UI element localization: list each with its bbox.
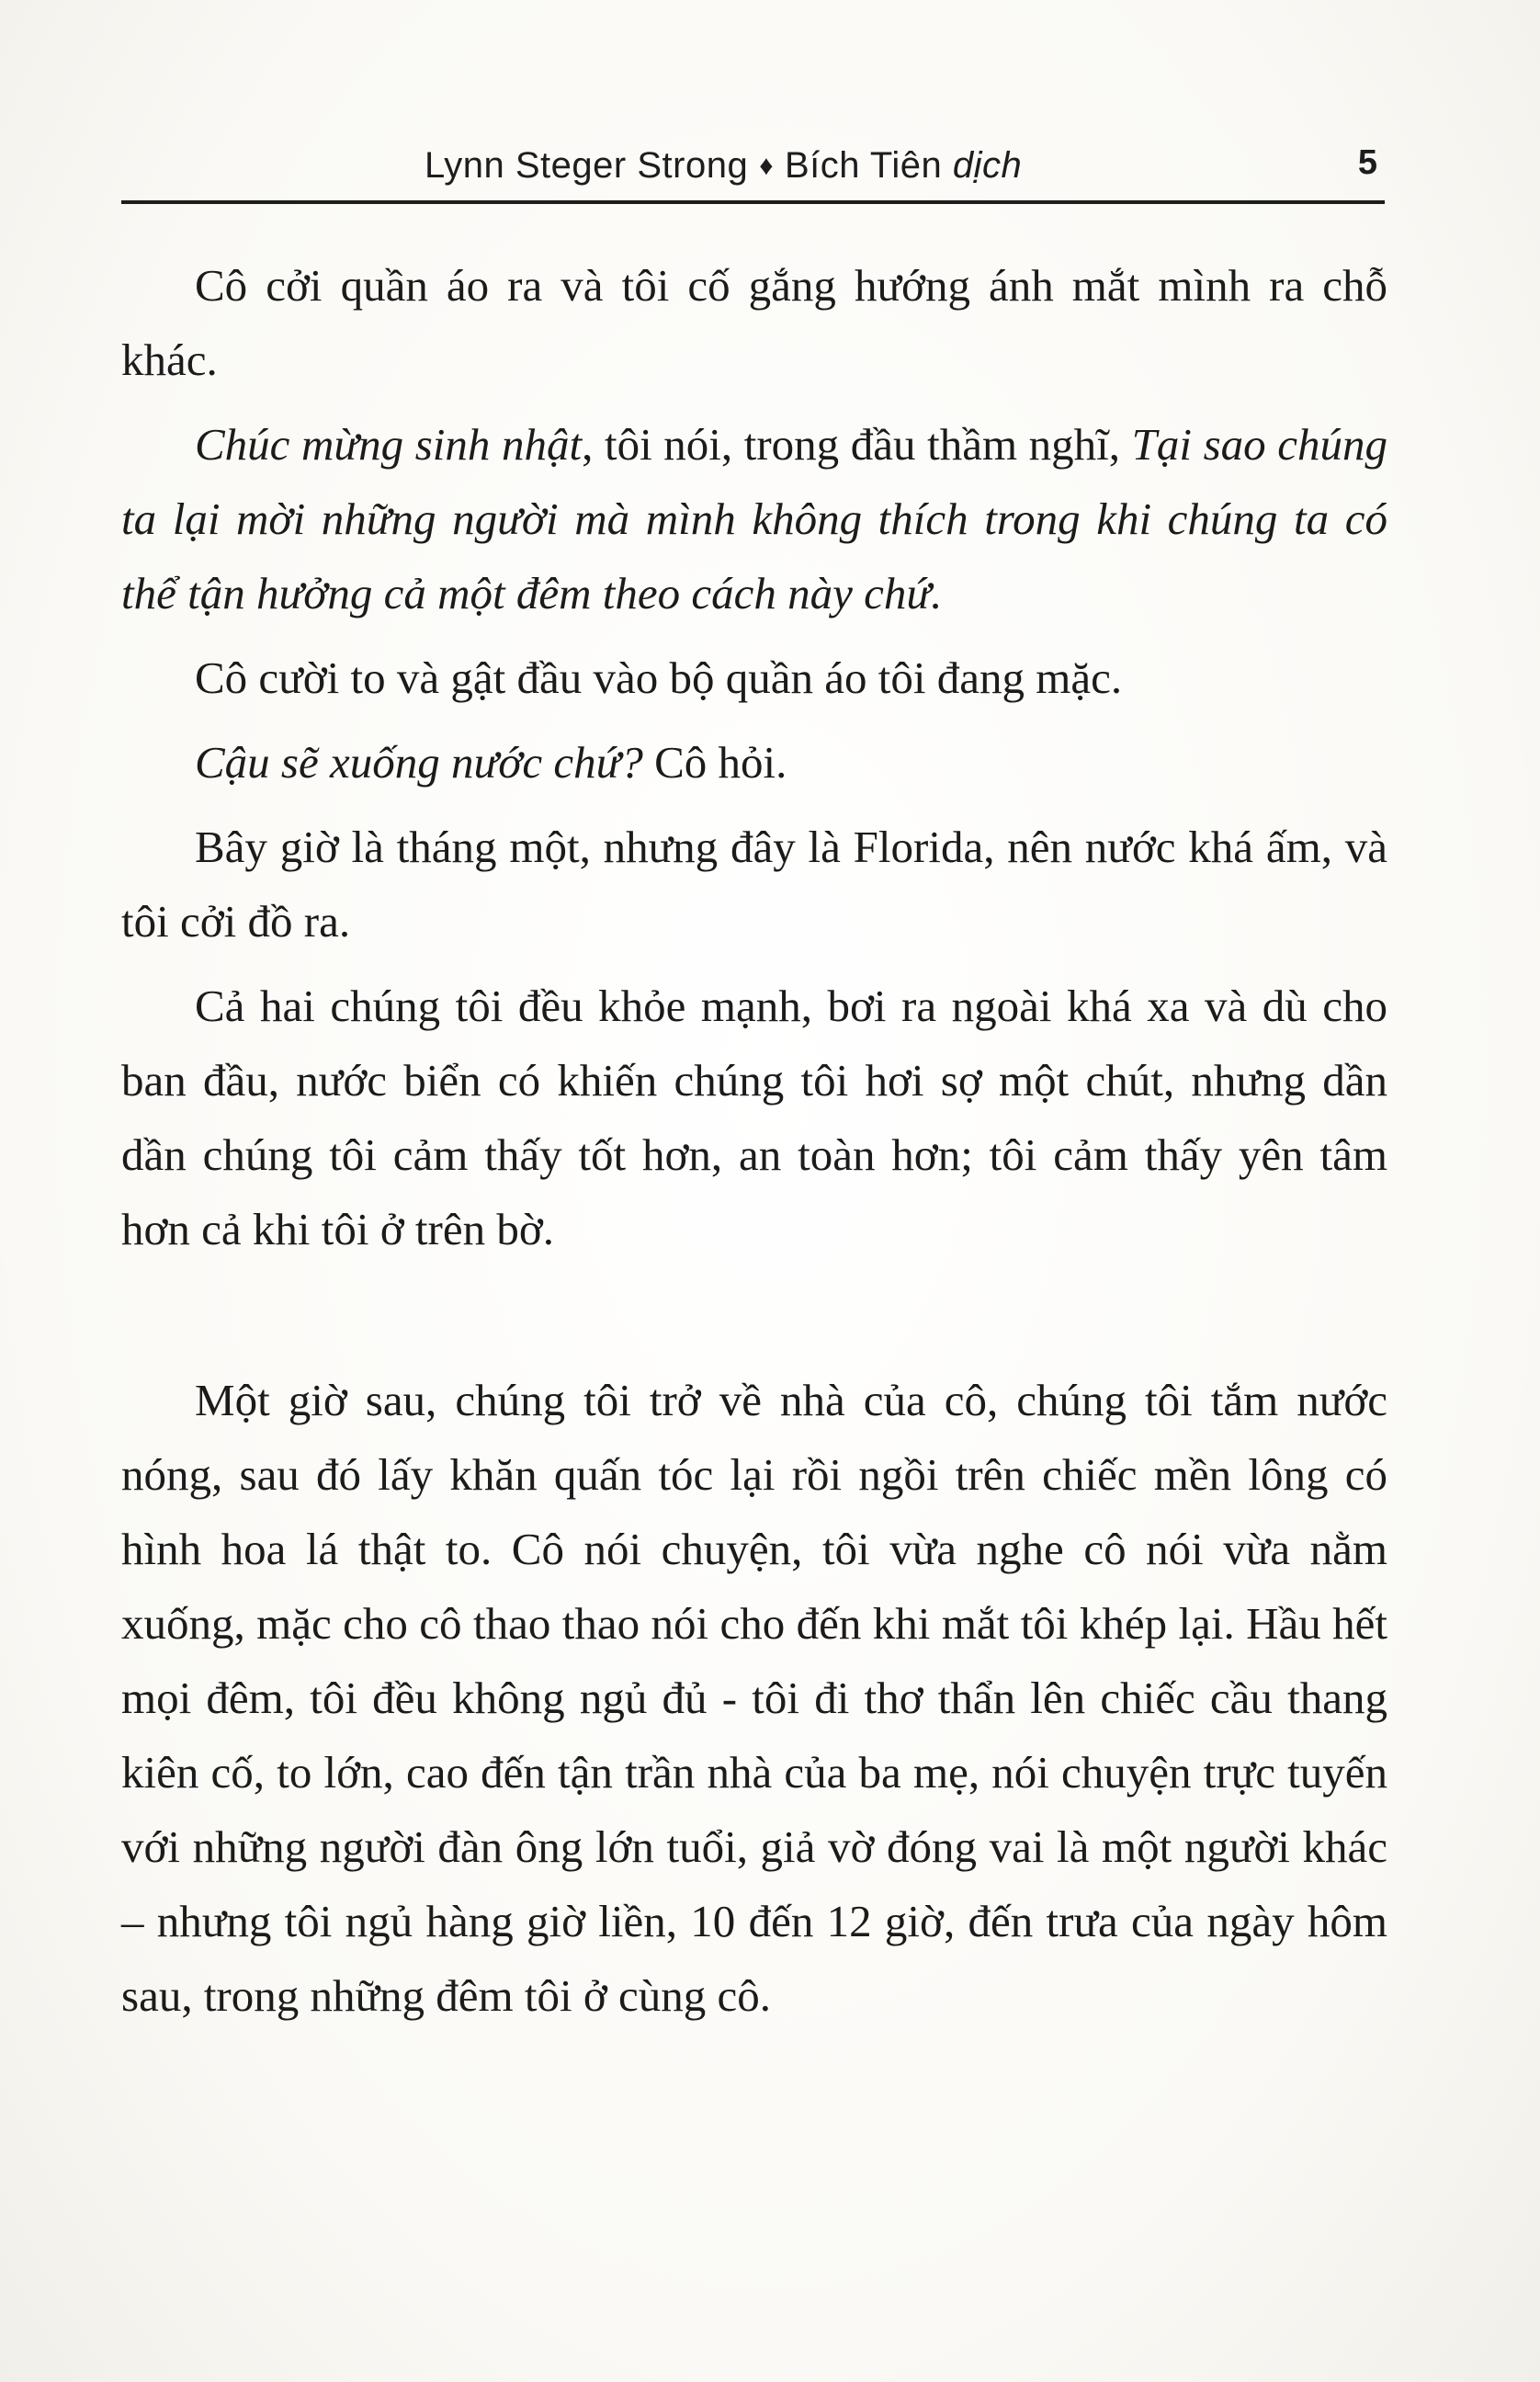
- italic-span: Cậu sẽ xuống nước chứ?: [195, 737, 643, 788]
- body-text: [121, 248, 1387, 2043]
- header-author: Lynn Steger Strong: [425, 145, 749, 186]
- italic-span: Tại sao chúng ta lại mời những người mà mình không thích trong khi chúng ta có thể tận hưởng cả một đêm theo cách này chứ.: [121, 419, 1387, 618]
- paragraph: Bây giờ là tháng một, nhưng đây là Florida, nên nước khá ấm, và tôi cởi đồ ra.: [121, 822, 1387, 947]
- paragraph: Cô cười to và gật đầu vào bộ quần áo tôi đang mặc.: [195, 652, 1123, 703]
- paragraph: Một giờ sau, chúng tôi trở về nhà của cô, chúng tôi tắm nước nóng, sau đó lấy khăn quấn tóc lại rồi ngồi trên chiếc mền lông có hình hoa lá thật to. Cô nói chuyện, tôi vừa nghe cô nói vừa nằm xuống, mặc cho cô thao thao nói cho đến khi mắt tôi khép lại. Hầu hết mọi đêm, tôi đều không ngủ đủ - tôi đi thơ thẩn lên chiếc cầu thang kiên cố, to lớn, cao đến tận trần nhà của ba mẹ, nói chuyện trực tuyến với những người đàn ông lớn tuổi, giả vờ đóng vai là một người khác – nhưng tôi ngủ hàng giờ liền, 10 đến 12 giờ, đến trưa của ngày hôm sau, trong những đêm tôi ở cùng cô.: [121, 1375, 1387, 2021]
- text-span: Cô hỏi.: [642, 737, 787, 788]
- paragraph: Cả hai chúng tôi đều khỏe mạnh, bơi ra ngoài khá xa và dù cho ban đầu, nước biển có khiến chúng tôi hơi sợ một chút, nhưng dần dần chúng tôi cảm thấy tốt hơn, an toàn hơn; tôi cảm thấy yên tâm hơn cả khi tôi ở trên bờ.: [121, 981, 1387, 1254]
- header-title: [425, 145, 1022, 187]
- paragraph: [121, 725, 1387, 800]
- header-translator-role: dịch: [952, 145, 1023, 186]
- text-span: , tôi nói, trong đầu thầm nghĩ,: [582, 419, 1132, 470]
- header-translator: Bích Tiên: [785, 145, 943, 186]
- running-header: [121, 138, 1385, 204]
- diamond-separator-icon: ♦: [759, 151, 774, 181]
- page-number: 5: [1357, 143, 1377, 182]
- paragraph: [121, 407, 1387, 630]
- italic-span: Chúc mừng sinh nhật: [195, 419, 583, 470]
- paragraph: Cô cởi quần áo ra và tôi cố gắng hướng ánh mắt mình ra chỗ khác.: [121, 260, 1387, 385]
